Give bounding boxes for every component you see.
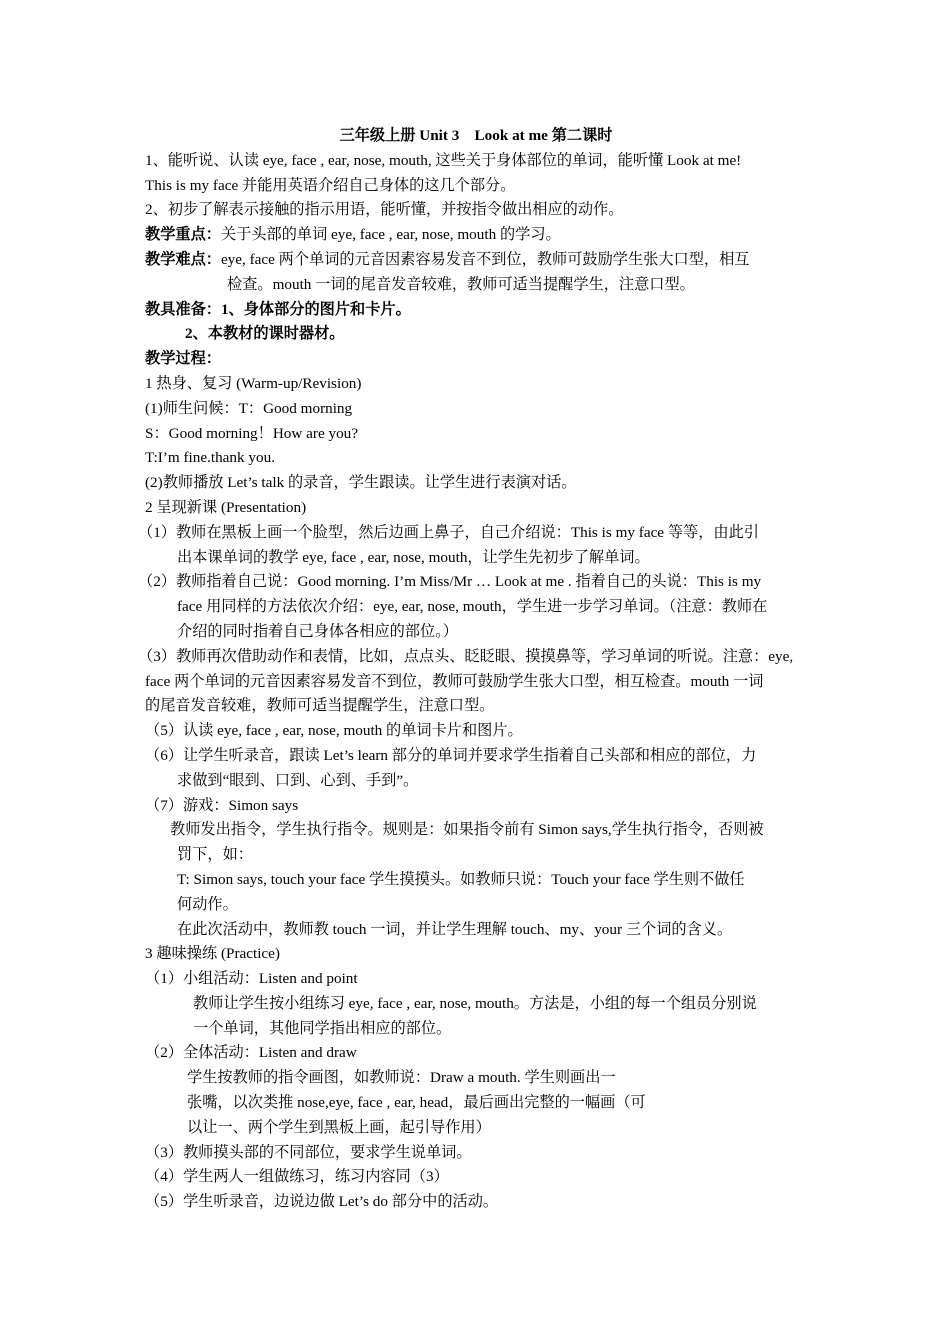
section-2-step-7-example-2: 何动作。: [177, 895, 238, 913]
section-2-step-3-line-1: （3）教师再次借助动作和表情，比如，点点头、眨眨眼、摸摸鼻等，学习单词的听说。注意：eye,: [138, 647, 794, 665]
section-1-step-4: (2)教师播放 Let’s talk 的录音，学生跟读。让学生进行表演对话。: [145, 474, 577, 492]
section-2-step-5: （5）认读 eye, face , ear, nose, mouth 的单词卡片和图片。: [145, 722, 523, 740]
section-3-step-2-line-1: 学生按教师的指令画图，如教师说：Draw a mouth. 学生则画出一: [187, 1069, 616, 1087]
section-2-step-2-line-1: （2）教师指着自己说：Good morning. I’m Miss/Mr … Look at me . 指着自己的头说：This is my: [138, 573, 762, 591]
section-2-step-7-example-1: T: Simon says, touch your face 学生摸摸头。如教师只说：Touch your face 学生则不做任: [177, 870, 745, 888]
teaching-tools-label: 教具准备：: [145, 300, 221, 318]
section-3-step-4: （4）学生两人一组做练习，练习内容同（3）: [145, 1168, 449, 1186]
teaching-difficulty-label: 教学难点：: [145, 250, 221, 268]
section-3-step-1-line-1: 教师让学生按小组练习 eye, face , ear, nose, mouth。方法是，小组的每一个组员分别说: [193, 994, 757, 1012]
section-2-step-6-line-1: （6）让学生听录音，跟读 Let’s learn 部分的单词并要求学生指着自己头部和相应的部位，力: [145, 746, 757, 764]
teaching-process-label: 教学过程：: [145, 350, 221, 368]
teaching-tools-item-2: 2、本教材的课时器材。: [185, 325, 345, 343]
document-title: 三年级上册 Unit 3 Look at me 第二课时: [339, 127, 613, 144]
teaching-tools-item-1: 1、身体部分的图片和卡片。: [220, 300, 411, 318]
section-1-step-2: S：Good morning！How are you?: [145, 424, 359, 442]
section-1-step-3: T:I’m fine.thank you.: [145, 449, 275, 467]
teaching-difficulty-text-1: eye, face 两个单词的元音因素容易发音不到位，教师可鼓励学生张大口型，相互: [220, 250, 750, 268]
section-2-step-6-line-2: 求做到“眼到、口到、心到、手到”。: [177, 771, 419, 789]
section-2-step-7: （7）游戏：Simon says: [145, 796, 299, 814]
teaching-focus-label: 教学重点：: [145, 226, 221, 244]
teaching-difficulty-text-2: 检查。mouth 一词的尾音发音较难，教师可适当提醒学生，注意口型。: [227, 275, 695, 293]
section-2-step-2-line-3: 介绍的同时指着自己身体各相应的部位。）: [177, 622, 458, 640]
section-2-step-1-line-1: （1）教师在黑板上画一个脸型，然后边画上鼻子，自己介绍说：This is my face 等等，由此引: [138, 523, 759, 541]
teaching-focus: [145, 223, 807, 248]
teaching-difficulty: [145, 248, 807, 273]
section-3-step-1-line-2: 一个单词，其他同学指出相应的部位。: [193, 1019, 452, 1037]
section-2-step-7-rule-2: 罚下，如：: [177, 846, 253, 864]
section-2-step-7-note: 在此次活动中，教师教 touch 一词，并让学生理解 touch、my、your 三个词的含义。: [177, 920, 733, 938]
section-3-step-5: （5）学生听录音，边说边做 Let’s do 部分中的活动。: [145, 1193, 499, 1211]
section-2-step-3-line-2: face 两个单词的元音因素容易发音不到位，教师可鼓励学生张大口型，相互检查。mouth 一词: [145, 672, 764, 690]
section-1-step-1: (1)师生问候：T：Good morning: [145, 399, 353, 417]
document-page: [138, 124, 807, 1215]
section-2-step-7-rule-1: 教师发出指令，学生执行指令。规则是：如果指令前有 Simon says,学生执行指令，否则被: [170, 821, 764, 839]
section-2-step-3-line-3: 的尾音发音较难，教师可适当提醒学生，注意口型。: [145, 697, 495, 715]
objective-2: 2、初步了解表示接触的指示用语，能听懂，并按指令做出相应的动作。: [145, 201, 624, 219]
section-2-step-1-line-2: 出本课单词的教学 eye, face , ear, nose, mouth，让学生先初步了解单词。: [177, 548, 650, 566]
section-1-heading: 1 热身、复习 (Warm-up/Revision): [145, 374, 362, 392]
objective-1-line-1: 1、能听说、认读 eye, face , ear, nose, mouth, 这些关于身体部位的单词，能听懂 Look at me!: [145, 151, 742, 169]
teaching-tools: [145, 298, 807, 323]
section-3-step-2: （2）全体活动：Listen and draw: [145, 1044, 357, 1062]
section-3-step-2-line-3: 以让一、两个学生到黑板上画，起引导作用）: [187, 1118, 491, 1136]
objective-1-line-2: This is my face 并能用英语介绍自己身体的这几个部分。: [145, 176, 516, 194]
section-2-step-2-line-2: face 用同样的方法依次介绍：eye, ear, nose, mouth，学生进一步学习单词。（注意：教师在: [177, 598, 768, 616]
section-3-step-2-line-2: 张嘴，以次类推 nose,eye, face , ear, head，最后画出完整的一幅画（可: [187, 1094, 646, 1112]
section-3-heading: 3 趣味操练 (Practice): [145, 945, 280, 963]
teaching-focus-text: 关于头部的单词 eye, face , ear, nose, mouth 的学习。: [220, 226, 561, 244]
section-3-step-3: （3）教师摸头部的不同部位，要求学生说单词。: [145, 1143, 472, 1161]
section-2-heading: 2 呈现新课 (Presentation): [145, 498, 307, 516]
section-3-step-1: （1）小组活动：Listen and point: [145, 970, 358, 988]
